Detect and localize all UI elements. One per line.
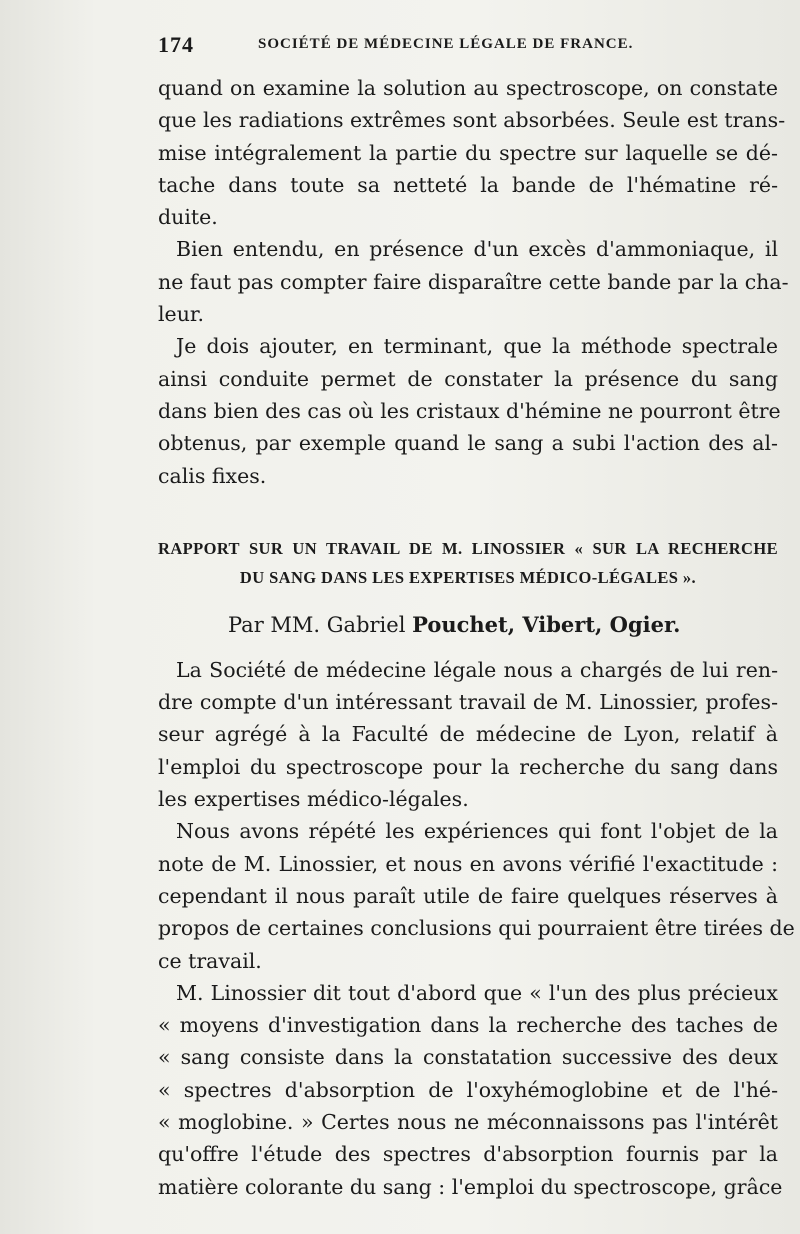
text-line: La Société de médecine légale nous a chargés de lui ren- [176,657,778,682]
text-line: ce travail. [158,948,262,973]
text-line: M. Linossier dit tout d'abord que « l'un des plus précieux [176,980,778,1005]
paragraph-conclusion [158,330,781,491]
text-line: note de M. Linossier, et nous en avons vérifié l'exactitude : [158,851,778,876]
byline [158,608,778,642]
article-heading [158,534,778,592]
text-line: Nous avons répété les expériences qui font l'objet de la [176,819,778,844]
text-line: leur. [158,302,204,327]
text-line: qu'offre l'étude des spectres d'absorption fournis par la [158,1142,778,1167]
text-line: tache dans toute sa netteté la bande de l'hématine ré- [158,172,778,197]
article-heading-line: DU SANG DANS LES EXPERTISES MÉDICO-LÉGALES ». [239,567,697,587]
page-number: 174 [158,32,194,57]
paragraph-linossier-quote [158,977,783,1203]
text-line: matière colorante du sang : l'emploi du spectroscope, grâce [158,1174,783,1199]
running-head [158,32,778,60]
text-line: obtenus, par exemple quand le sang a subi l'action des al- [158,431,778,456]
text-line: quand on examine la solution au spectroscope, on constate [158,76,778,100]
text-line: duite. [158,205,218,230]
text-line: « sang consiste dans la constatation successive des deux [158,1045,778,1070]
text-line: ainsi conduite permet de constater la présence du sang [158,366,778,391]
paragraph-report-intro [158,654,778,815]
text-line: « moyens d'investigation dans la recherche des taches de [158,1013,778,1038]
text-line: dans bien des cas où les cristaux d'hémine ne pourront être [158,398,781,423]
byline-authors: Pouchet, Vibert, Ogier. [412,611,681,637]
article-heading-line: RAPPORT SUR UN TRAVAIL DE M. LINOSSIER « SUR LA RECHERCHE [158,538,778,558]
paragraph-ammonia [158,233,789,330]
paragraph-experiments [158,815,795,976]
text-line: l'emploi du spectroscope pour la recherche du sang dans [158,754,778,779]
text-line: mise intégralement la partie du spectre sur laquelle se dé- [158,140,778,165]
text-line: « moglobine. » Certes nous ne méconnaissons pas l'intérêt [158,1110,778,1135]
text-line: propos de certaines conclusions qui pourraient être tirées de [158,916,795,941]
text-line: ne faut pas compter faire disparaître cette bande par la cha- [158,269,789,294]
text-line: seur agrégé à la Faculté de médecine de Lyon, relatif à [158,722,778,747]
paragraph-spectroscope-solution [158,72,786,233]
text-line: calis fixes. [158,463,267,488]
text-line: Je dois ajouter, en terminant, que la méthode spectrale [176,334,778,359]
text-line: cependant il nous paraît utile de faire quelques réserves à [158,883,778,908]
report-body-text [158,654,795,1203]
body-text [158,72,789,492]
text-line: Bien entendu, en présence d'un excès d'ammoniaque, il [176,237,778,262]
text-line: que les radiations extrêmes sont absorbées. Seule est trans- [158,108,786,133]
text-line: les expertises médico-légales. [158,787,469,812]
text-line: « spectres d'absorption de l'oxyhémoglobine et de l'hé- [158,1077,778,1102]
text-line: dre compte d'un intéressant travail de M. Linossier, profes- [158,690,778,715]
journal-title: SOCIÉTÉ DE MÉDECINE LÉGALE DE FRANCE. [258,36,634,52]
byline-prefix: Par MM. Gabriel [228,612,406,637]
